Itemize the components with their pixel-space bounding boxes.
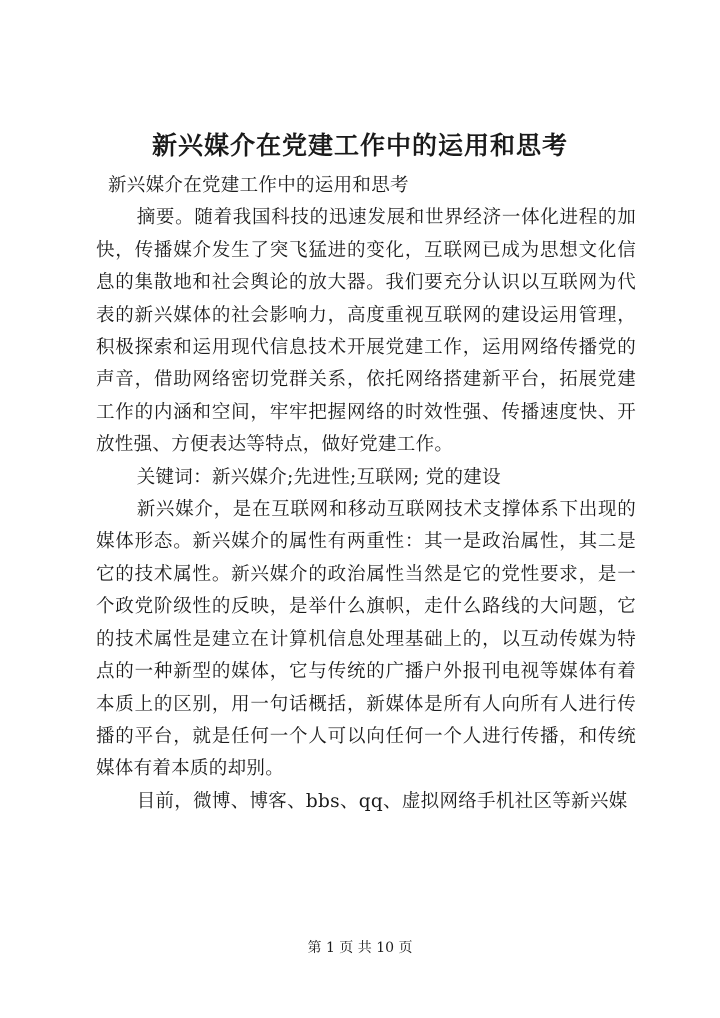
document-body	[96, 170, 636, 818]
abstract-paragraph: 摘要。随着我国科技的迅速发展和世界经济一体化进程的加快，传播媒介发生了突飞猛进的变化，互联网已成为思想文化信息的集散地和社会舆论的放大器。我们要充分认识以互联网为代表的新兴媒体的社会影响力，高度重视互联网的建设运用管理，积极探索和运用现代信息技术开展党建工作，运用网络传播党的声音，借助网络密切党群关系，依托网络搭建新平台，拓展党建工作的内涵和空间，牢牢把握网络的时效性强、传播速度快、开放性强、方便表达等特点，做好党建工作。	[96, 207, 636, 456]
document-subtitle: 新兴媒介在党建工作中的运用和思考	[108, 175, 409, 196]
body-paragraph: 目前，微博、博客、bbs、qq、虚拟网络手机社区等新兴媒	[136, 790, 628, 812]
body-paragraph: 新兴媒介，是在互联网和移动互联网技术支撑体系下出现的媒体形态。新兴媒介的属性有两重性：其一是政治属性，其二是它的技术属性。新兴媒介的政治属性当然是它的党性要求，是一个政党阶级性的反映，是举什么旗帜，走什么路线的大问题，它的技术属性是建立在计算机信息处理基础上的，以互动传媒为特点的一种新型的媒体，它与传统的广播户外报刊电视等媒体有着本质上的区别，用一句话概括，新媒体是所有人向所有人进行传播的平台，就是任何一个人可以向任何一个人进行传播，和传统媒体有着本质的却别。	[96, 499, 636, 780]
document-title: 新兴媒介在党建工作中的运用和思考	[151, 131, 568, 160]
page-number-footer: 第 1 页 共 10 页	[307, 940, 413, 956]
keywords-paragraph: 关键词：新兴媒介;先进性;互联网; 党的建设	[136, 466, 501, 488]
